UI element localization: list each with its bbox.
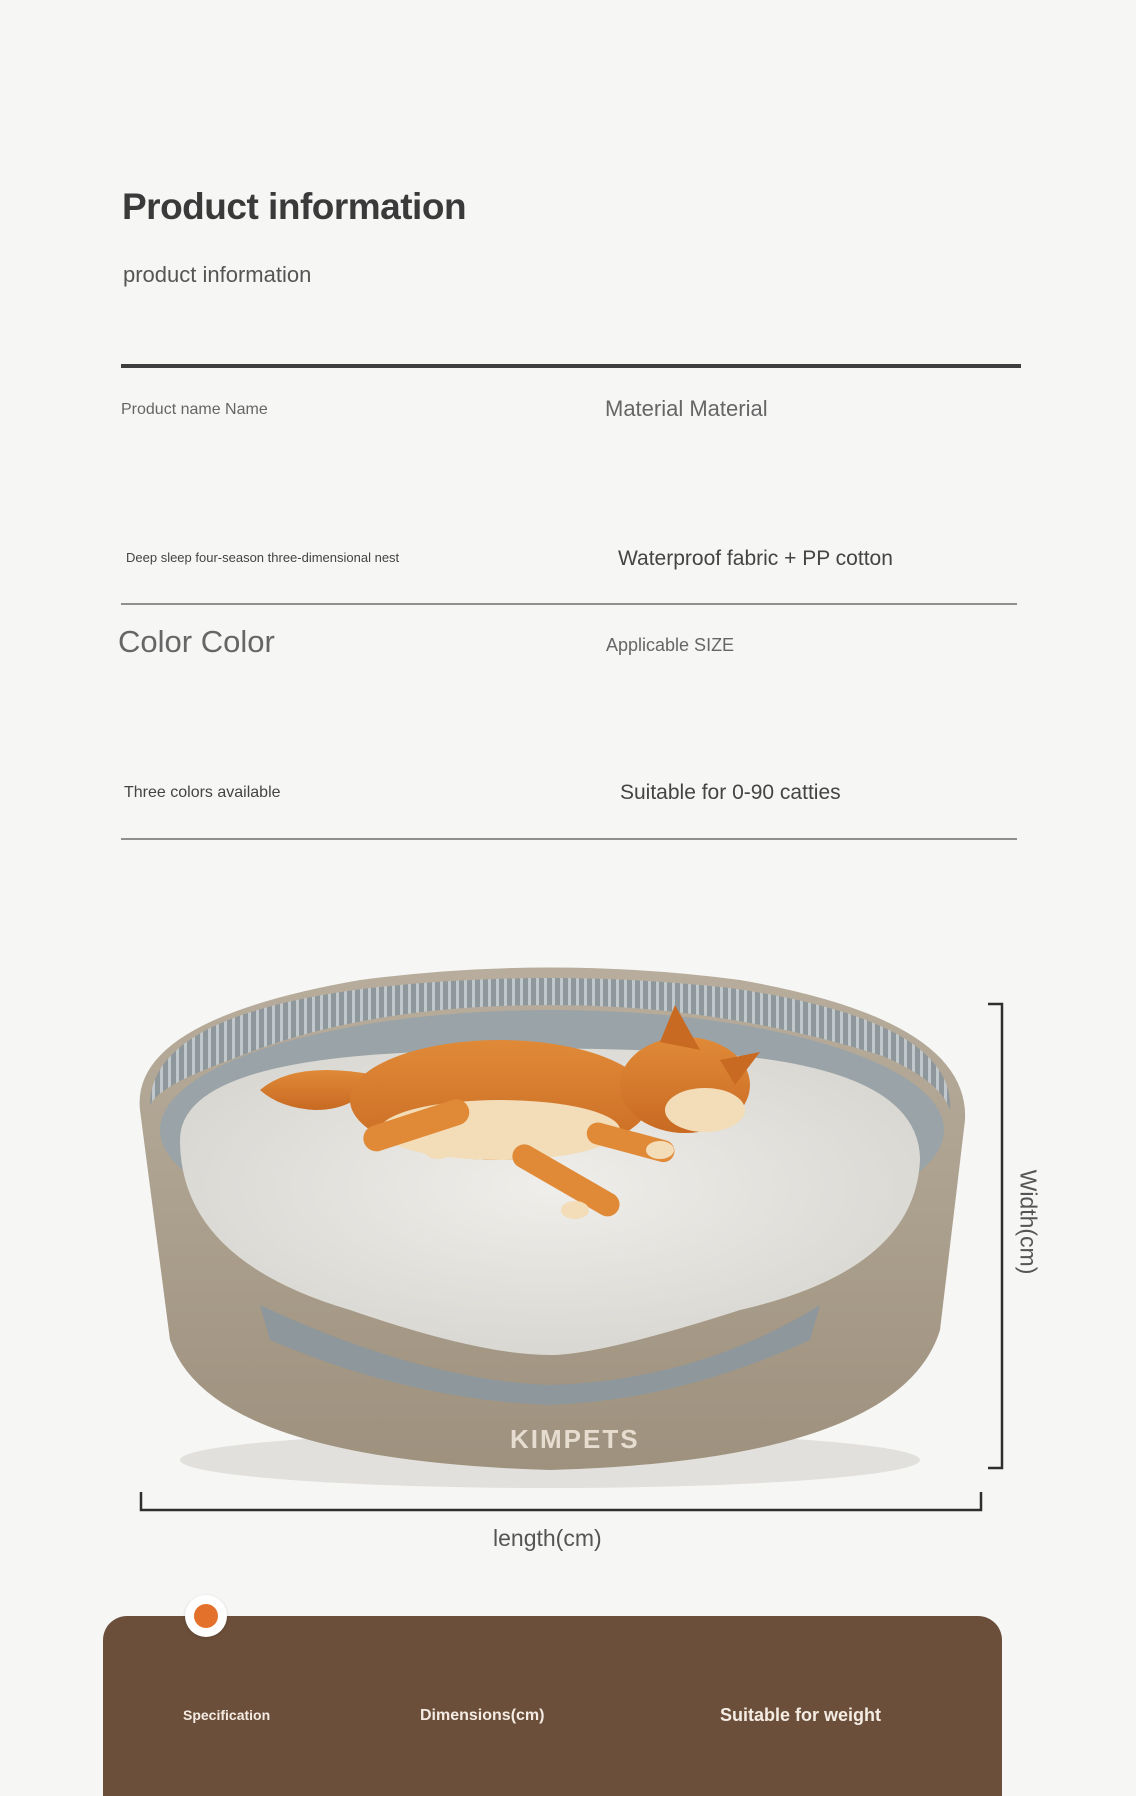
length-bracket [130,1480,1000,1520]
length-label: length(cm) [493,1525,602,1551]
product-image [120,960,1000,1500]
size-label: Applicable SIZE [606,635,735,655]
spec-col-weight: Suitable for weight [720,1705,882,1725]
pet-bed-illustration [120,960,1000,1500]
width-bracket [980,995,1010,1475]
page-title: Product information [122,186,467,227]
spec-col-dimensions: Dimensions(cm) [420,1707,545,1724]
spec-marker-dot-inner [194,1604,218,1628]
material-value: Waterproof fabric + PP cotton [618,547,893,570]
color-label: Color Color [118,624,275,659]
size-value: Suitable for 0-90 catties [620,781,841,804]
product-name-value: Deep sleep four-season three-dimensional nest [126,550,400,565]
row-divider [121,603,1017,605]
product-name-label: Product name Name [121,401,268,418]
material-label: Material Material [605,396,768,421]
spec-col-specification: Specification [183,1707,271,1723]
page-subtitle: product information [123,262,312,287]
header-divider [121,364,1021,368]
color-value: Three colors available [124,784,281,801]
brand-logo: KIMPETS [510,1424,640,1454]
row-divider [121,838,1017,840]
width-label: Width(cm) [1015,1169,1042,1275]
